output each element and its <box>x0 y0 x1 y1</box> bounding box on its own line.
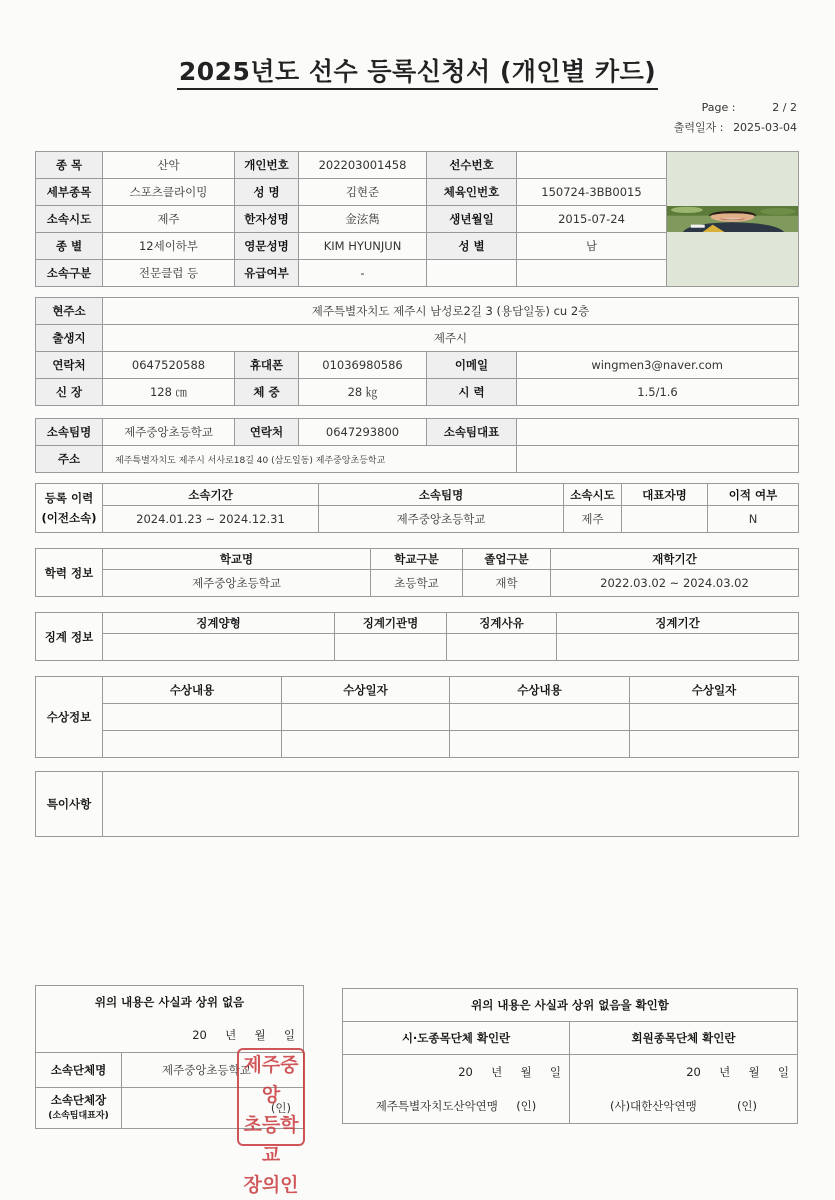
empty-cell <box>282 704 450 731</box>
value-paid: - <box>299 260 427 287</box>
label-team: 소속팀명 <box>36 419 103 446</box>
team-table <box>35 418 799 473</box>
confirm-right-org2: (사)대한산악연맹 (인) <box>570 1089 798 1124</box>
empty-cell <box>103 704 282 731</box>
empty-cell <box>630 704 799 731</box>
value-team-phone: 0647293800 <box>299 419 427 446</box>
history-team: 제주중앙초등학교 <box>319 506 564 533</box>
awards-header-content-1: 수상내용 <box>103 677 282 704</box>
education-grad: 재학 <box>463 570 551 597</box>
value-team-address: 제주특별자치도 제주시 서사로18길 40 (삼도일동) 제주중앙초등학교 <box>103 446 517 473</box>
confirm-right-org1: 제주특별자치도산악연맹 (인) <box>343 1089 570 1124</box>
confirm-left-date: 20 년 월 일 <box>36 1018 304 1053</box>
label-mobile: 휴대폰 <box>235 352 299 379</box>
education-school: 제주중앙초등학교 <box>103 570 371 597</box>
label-birth: 생년월일 <box>427 206 517 233</box>
label-team-rep: 소속팀대표 <box>427 419 517 446</box>
discipline-label: 징계 정보 <box>36 613 103 661</box>
label-team-phone: 연락처 <box>235 419 299 446</box>
discipline-header-period: 징계기간 <box>557 613 799 634</box>
label-person-no: 개인번호 <box>235 152 299 179</box>
value-club-type: 전문클럽 등 <box>103 260 235 287</box>
education-label: 학력 정보 <box>36 549 103 597</box>
label-category: 종 별 <box>36 233 103 260</box>
value-hanja: 金泫雋 <box>299 206 427 233</box>
awards-header-date-1: 수상일자 <box>282 677 450 704</box>
label-team-address: 주소 <box>36 446 103 473</box>
label-sport: 종 목 <box>36 152 103 179</box>
athlete-photo <box>667 152 799 287</box>
confirm-right-col2: 회원종목단체 확인란 <box>570 1022 798 1055</box>
empty-cell <box>557 634 799 661</box>
history-label: 등록 이력 (이전소속) <box>36 484 103 533</box>
confirm-left-org-value: 제주중앙초등학교 <box>122 1053 304 1088</box>
label-gender: 성 별 <box>427 233 517 260</box>
label-address: 현주소 <box>36 298 103 325</box>
remarks-label: 특이사항 <box>36 772 103 837</box>
label-region: 소속시도 <box>36 206 103 233</box>
empty-cell <box>282 731 450 758</box>
history-period: 2024.01.23 ~ 2024.12.31 <box>103 506 319 533</box>
empty-cell <box>447 634 557 661</box>
history-header-team: 소속팀명 <box>319 484 564 506</box>
value-name: 김현준 <box>299 179 427 206</box>
value-vision: 1.5/1.6 <box>517 379 799 406</box>
value-region: 제주 <box>103 206 235 233</box>
value-address: 제주특별자치도 제주시 남성로2길 3 (용담일동) cu 2층 <box>103 298 799 325</box>
value-weight: 28 ㎏ <box>299 379 427 406</box>
athlete-info-table <box>35 151 799 287</box>
value-team-rep <box>517 419 799 446</box>
label-club-type: 소속구분 <box>36 260 103 287</box>
confirm-right-date2: 20 년 월 일 <box>570 1055 798 1090</box>
history-header-period: 소속기간 <box>103 484 319 506</box>
empty-cell <box>103 731 282 758</box>
education-header-school: 학교명 <box>103 549 371 570</box>
education-type: 초등학교 <box>371 570 463 597</box>
discipline-header-sentence: 징계양형 <box>103 613 335 634</box>
discipline-header-reason: 징계사유 <box>447 613 557 634</box>
empty-cell <box>630 731 799 758</box>
remarks-value <box>103 772 799 837</box>
confirm-left-head-label: 소속단체장 (소속팀대표자) <box>36 1088 122 1129</box>
empty-cell <box>450 704 630 731</box>
value-gender: 남 <box>517 233 667 260</box>
confirm-right-col1: 시·도종목단체 확인란 <box>343 1022 570 1055</box>
label-paid: 유급여부 <box>235 260 299 287</box>
education-header-grad: 졸업구분 <box>463 549 551 570</box>
value-english: KIM HYUNJUN <box>299 233 427 260</box>
empty-cell <box>450 731 630 758</box>
label-sports-id: 체육인번호 <box>427 179 517 206</box>
label-name: 성 명 <box>235 179 299 206</box>
value-player-no <box>517 152 667 179</box>
value-mobile: 01036980586 <box>299 352 427 379</box>
confirm-right-heading: 위의 내용은 사실과 상위 없음을 확인함 <box>343 989 798 1022</box>
awards-header-date-2: 수상일자 <box>630 677 799 704</box>
confirm-left-heading: 위의 내용은 사실과 상위 없음 <box>36 986 304 1019</box>
label-phone: 연락처 <box>36 352 103 379</box>
page-title: 2025년도 선수 등록신청서 (개인별 카드) <box>0 52 835 88</box>
history-header-region: 소속시도 <box>564 484 622 506</box>
label-english: 영문성명 <box>235 233 299 260</box>
value-category: 12세이하부 <box>103 233 235 260</box>
label-hanja: 한자성명 <box>235 206 299 233</box>
empty-cell <box>103 634 335 661</box>
history-rep <box>622 506 708 533</box>
awards-label: 수상정보 <box>36 677 103 758</box>
label-player-no: 선수번호 <box>427 152 517 179</box>
print-date: 출력일자 : 2025-03-04 <box>673 121 797 134</box>
value-birth: 2015-07-24 <box>517 206 667 233</box>
label-email: 이메일 <box>427 352 517 379</box>
confirm-right-date1: 20 년 월 일 <box>343 1055 570 1090</box>
contact-table <box>35 297 799 406</box>
awards-table <box>35 676 799 758</box>
discipline-header-agency: 징계기관명 <box>335 613 447 634</box>
education-header-type: 학교구분 <box>371 549 463 570</box>
value-height: 128 ㎝ <box>103 379 235 406</box>
empty-cell <box>335 634 447 661</box>
empty-cell <box>427 260 517 287</box>
value-sport: 산악 <box>103 152 235 179</box>
value-sub-sport: 스포츠클라이밍 <box>103 179 235 206</box>
page-number: Page : 2 / 2 <box>701 101 797 114</box>
official-seal-stamp: 제주중앙 초등학교 장의인 <box>237 1048 305 1146</box>
portrait-image <box>667 206 798 232</box>
awards-header-content-2: 수상내용 <box>450 677 630 704</box>
history-header-transfer: 이적 여부 <box>708 484 799 506</box>
confirm-left-org-label: 소속단체명 <box>36 1053 122 1088</box>
label-height: 신 장 <box>36 379 103 406</box>
value-sports-id: 150724-3BB0015 <box>517 179 667 206</box>
empty-cell <box>517 446 799 473</box>
history-region: 제주 <box>564 506 622 533</box>
value-person-no: 202203001458 <box>299 152 427 179</box>
discipline-table <box>35 612 799 661</box>
history-transfer: N <box>708 506 799 533</box>
value-email: wingmen3@naver.com <box>517 352 799 379</box>
history-header-rep: 대표자명 <box>622 484 708 506</box>
label-sub-sport: 세부종목 <box>36 179 103 206</box>
value-phone: 0647520588 <box>103 352 235 379</box>
label-weight: 체 중 <box>235 379 299 406</box>
remarks-table <box>35 771 799 837</box>
label-birthplace: 출생지 <box>36 325 103 352</box>
label-vision: 시 력 <box>427 379 517 406</box>
empty-cell <box>517 260 667 287</box>
education-period: 2022.03.02 ~ 2024.03.02 <box>551 570 799 597</box>
value-birthplace: 제주시 <box>103 325 799 352</box>
history-table <box>35 483 799 533</box>
value-team: 제주중앙초등학교 <box>103 419 235 446</box>
confirm-left-seal-mark: (인) <box>122 1088 304 1129</box>
education-header-period: 재학기간 <box>551 549 799 570</box>
education-table <box>35 548 799 597</box>
confirm-right-table <box>342 988 798 1124</box>
